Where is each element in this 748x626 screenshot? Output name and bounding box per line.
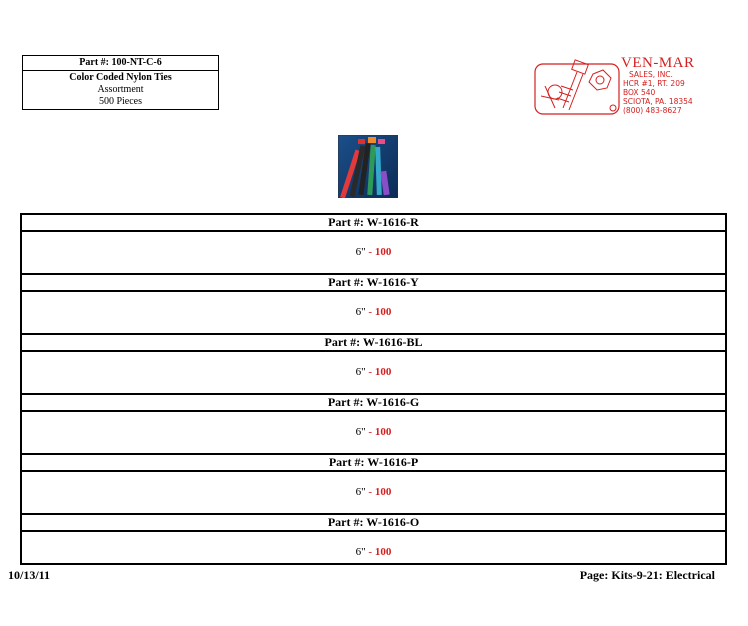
item-qty: 100 [374,306,392,318]
company-address-block [621,56,695,115]
item-dash: - [365,486,375,498]
company-brand: VEN-MAR [621,55,695,71]
kit-title: Color Coded Nylon Ties [69,72,172,83]
item-part-header: Part #: W-1616-R [22,215,725,232]
item-part-header: Part #: W-1616-G [22,395,725,412]
footer-page-label: Page: Kits-9-21: Electrical [579,568,715,582]
address-line-2: BOX 540 [623,88,656,97]
item-dash: - [365,366,375,378]
item-size: 6" [355,546,366,558]
item-qty: 100 [374,246,392,258]
kit-subtitle: Assortment [97,84,144,95]
item-row [22,532,725,573]
item-size: 6" [355,366,366,378]
company-name-line: SALES, INC. [629,70,673,79]
item-dash: - [365,546,375,558]
item-row [22,292,725,335]
kit-part-number: Part #: 100-NT-C-6 [23,56,218,71]
item-size: 6" [355,426,366,438]
item-row [22,352,725,395]
item-part-header: Part #: W-1616-BL [22,335,725,352]
phone-line: (800) 483-8627 [623,106,682,115]
item-part-header: Part #: W-1616-P [22,455,725,472]
item-part-header: Part #: W-1616-O [22,515,725,532]
address-line-3: SCIOTA, PA. 18354 [623,97,693,106]
footer-date: 10/13/11 [8,568,51,582]
nylon-ties-photo [338,135,398,198]
address-line-1: HCR #1, RT. 209 [623,79,685,88]
item-size: 6" [355,246,366,258]
item-row [22,412,725,455]
item-size: 6" [355,486,366,498]
item-qty: 100 [374,546,392,558]
items-table [20,213,727,565]
item-qty: 100 [374,366,392,378]
kit-info-box [22,55,219,110]
item-dash: - [365,306,375,318]
item-size: 6" [355,306,366,318]
item-row [22,232,725,275]
item-part-header: Part #: W-1616-Y [22,275,725,292]
item-qty: 100 [374,486,392,498]
kit-quantity: 500 Pieces [98,96,143,107]
item-qty: 100 [374,426,392,438]
item-row [22,472,725,515]
item-dash: - [365,426,375,438]
item-dash: - [365,246,375,258]
